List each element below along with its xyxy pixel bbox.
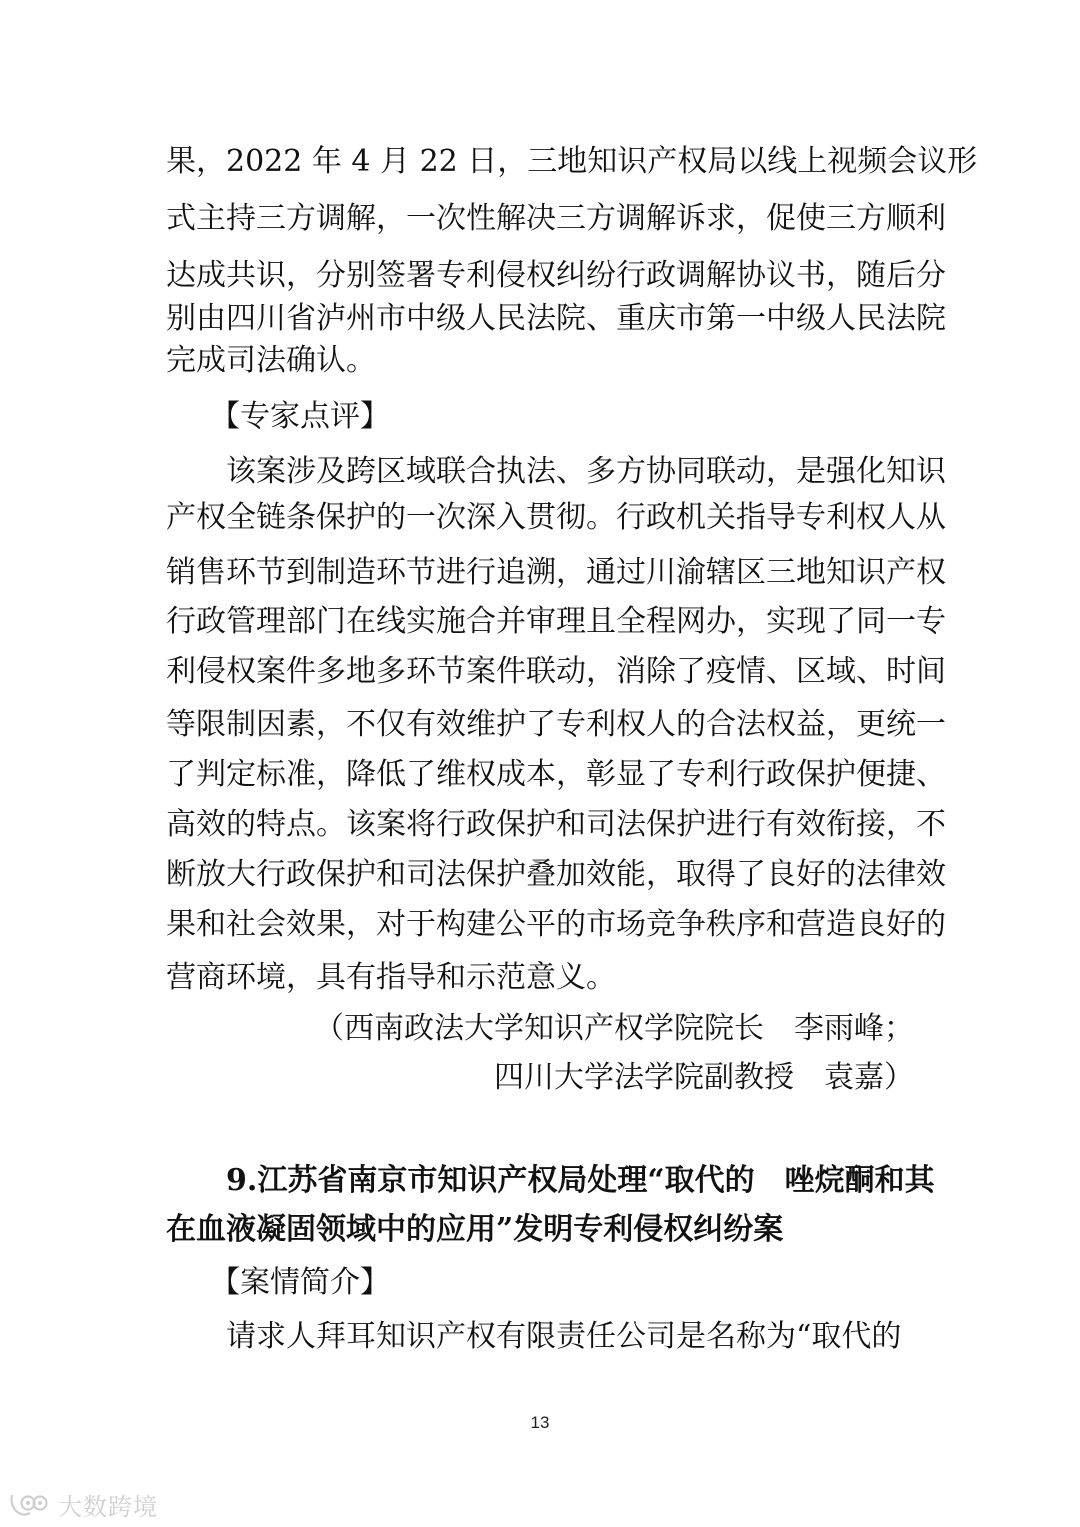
body-line-3: 达成共识，分别签署专利侵权纠纷行政调解协议书，随后分 xyxy=(166,258,946,293)
comment-line-8: 高效的特点。该案将行政保护和司法保护进行有效衔接，不 xyxy=(166,807,946,842)
comment-line-10: 果和社会效果，对于构建公平的市场竞争秩序和营造良好的 xyxy=(166,907,946,942)
comment-line-3: 销售环节到制造环节进行追溯，通过川渝辖区三地知识产权 xyxy=(166,555,946,590)
comment-line-7: 了判定标准，降低了维权成本，彰显了专利行政保护便捷、 xyxy=(166,757,946,792)
comment-line-9: 断放大行政保护和司法保护叠加效能，取得了良好的法律效 xyxy=(166,857,946,892)
body-line-4: 别由四川省泸州市中级人民法院、重庆市第一中级人民法院 xyxy=(166,301,946,336)
page-number: 13 xyxy=(530,1413,550,1432)
case-intro-line: 请求人拜耳知识产权有限责任公司是名称为“取代的 xyxy=(226,1319,902,1354)
brand-logo-icon xyxy=(8,1489,52,1519)
expert-comment-label: 【专家点评】 xyxy=(210,399,390,434)
case-intro-label: 【案情简介】 xyxy=(210,1265,390,1300)
body-line-1: 果，2022 年 4 月 22 日，三地知识产权局以线上视频会议形 xyxy=(166,144,978,179)
comment-line-2: 产权全链条保护的一次深入贯彻。行政机关指导专利权人从 xyxy=(166,500,946,535)
case-heading-line-1: 9.江苏省南京市知识产权局处理“取代的 唑烷酮和其 xyxy=(226,1163,935,1198)
attribution-line-2: 四川大学法学院副教授 袁嘉） xyxy=(494,1060,914,1095)
case-heading-line-2: 在血液凝固领域中的应用”发明专利侵权纠纷案 xyxy=(166,1212,784,1247)
watermark xyxy=(8,1488,158,1520)
watermark-text: 大数跨境 xyxy=(58,1492,158,1521)
comment-line-11: 营商环境，具有指导和示范意义。 xyxy=(166,960,616,995)
comment-line-5: 利侵权案件多地多环节案件联动，消除了疫情、区域、时间 xyxy=(166,654,946,689)
body-line-2: 式主持三方调解，一次性解决三方调解诉求，促使三方顺利 xyxy=(166,201,946,236)
attribution-line-1: （西南政法大学知识产权学院院长 李雨峰； xyxy=(314,1011,914,1046)
comment-line-6: 等限制因素，不仅有效维护了专利权人的合法权益，更统一 xyxy=(166,707,946,742)
comment-line-1: 该案涉及跨区域联合执法、多方协同联动，是强化知识 xyxy=(226,454,946,489)
comment-line-4: 行政管理部门在线实施合并审理且全程网办，实现了同一专 xyxy=(166,604,946,639)
body-line-5: 完成司法确认。 xyxy=(166,343,376,378)
